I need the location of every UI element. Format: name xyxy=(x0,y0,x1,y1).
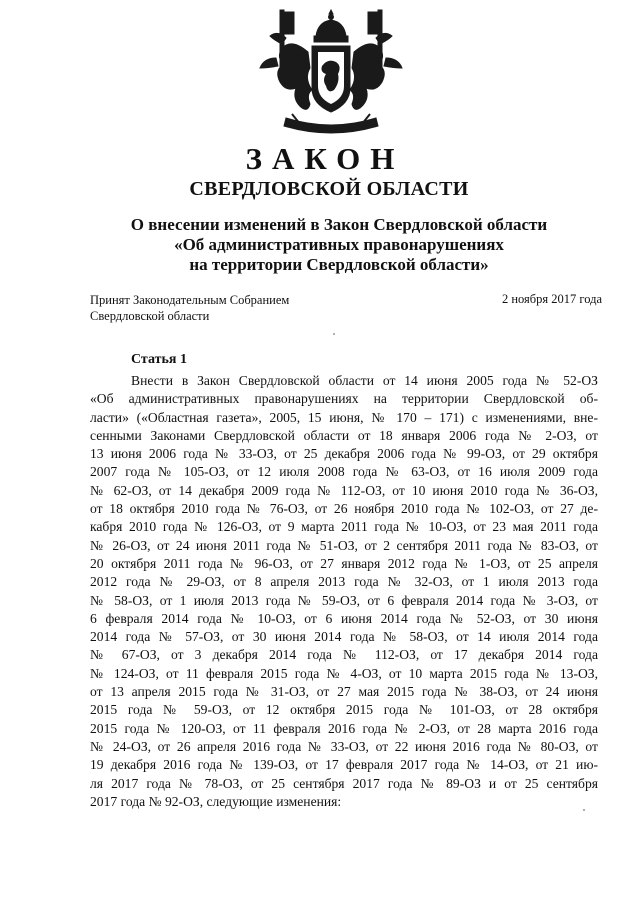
subject-line: «Об административных правонарушениях xyxy=(174,235,504,254)
body-line: 20 октября 2011 года № 96-ОЗ, от 27 января 2012 года № 1-ОЗ, от 25 апреля xyxy=(90,555,598,571)
body-line: 13 июня 2006 года № 33-ОЗ, от 25 декабря 2006 года № 99-ОЗ, от 29 октября xyxy=(90,446,598,462)
scan-speck xyxy=(333,333,335,335)
body-line: № 62-ОЗ, от 14 декабря 2009 года № 112-ОЗ, от 10 июня 2010 года № 36-ОЗ, xyxy=(90,482,598,498)
adoption-line: Принят Законодательным Собранием xyxy=(90,293,290,307)
body-line: № 24-ОЗ, от 26 апреля 2016 года № 33-ОЗ, от 22 июня 2016 года № 80-ОЗ, от xyxy=(90,738,598,754)
body-line: № 26-ОЗ, от 24 июня 2011 года № 51-ОЗ, от 2 сентября 2011 года № 83-ОЗ, от xyxy=(90,537,598,553)
body-line: 19 декабря 2016 года № 139-ОЗ, от 17 февраля 2017 года № 14-ОЗ, от 21 ию- xyxy=(90,757,598,773)
body-line: 2015 года № 120-ОЗ, от 11 февраля 2016 года № 2-ОЗ, от 28 марта 2016 года xyxy=(90,720,598,736)
body-line: 2014 года № 57-ОЗ, от 30 июня 2014 года № 58-ОЗ, от 14 июля 2014 года xyxy=(90,629,598,645)
article-heading: Статья 1 xyxy=(131,352,187,367)
body-line: сенными Законами Свердловской области от 18 января 2006 года № 2-ОЗ, от xyxy=(90,427,598,443)
body-line: 2017 года № 92-ОЗ, следующие изменения: xyxy=(90,793,342,809)
body-line: 2007 года № 105-ОЗ, от 12 июля 2008 года № 63-ОЗ, от 16 июля 2009 года xyxy=(90,464,598,480)
body-line: ласти» («Областная газета», 2005, 15 июня, № 170 – 171) с изменениями, вне- xyxy=(90,409,598,425)
article-body xyxy=(90,372,598,811)
subject-line: О внесении изменений в Закон Свердловской области xyxy=(130,215,548,234)
body-line: 2012 года № 29-ОЗ, от 8 апреля 2013 года № 32-ОЗ, от 1 июля 2013 года xyxy=(90,574,598,590)
adoption-statement xyxy=(90,292,289,324)
body-line: кабря 2010 года № 126-ОЗ, от 9 марта 2011 года № 10-ОЗ, от 23 мая 2011 года xyxy=(90,519,598,535)
body-line: ля 2017 года № 78-ОЗ, от 25 сентября 2017 года № 89-ОЗ и от 25 сентября xyxy=(90,775,598,791)
body-line: от 13 апреля 2015 года № 31-ОЗ, от 27 мая 2015 года № 38-ОЗ, от 24 июня xyxy=(90,684,598,700)
body-line: от 18 октября 2010 года № 76-ОЗ, от 26 ноября 2010 года № 102-ОЗ, от 27 де- xyxy=(90,501,598,517)
body-line: № 58-ОЗ, от 1 июля 2013 года № 59-ОЗ, от 6 февраля 2014 года № 3-ОЗ, от xyxy=(90,592,598,608)
body-line: «Об административных правонарушениях на территории Свердловской об- xyxy=(90,391,598,407)
body-line: 2015 года № 59-ОЗ, от 12 октября 2015 года № 101-ОЗ, от 28 октября xyxy=(90,702,598,718)
adoption-line: Свердловской области xyxy=(90,309,210,323)
body-line: № 67-ОЗ, от 3 декабря 2014 года № 112-ОЗ, от 17 декабря 2014 года xyxy=(90,647,598,663)
region-title: СВЕРДЛОВСКОЙ ОБЛАСТИ xyxy=(189,178,469,200)
body-line: Внести в Закон Свердловской области от 14 июня 2005 года № 52-ОЗ xyxy=(131,373,598,388)
adoption-date: 2 ноября 2017 года xyxy=(501,292,602,306)
law-subject xyxy=(0,215,640,275)
subject-line: на территории Свердловской области» xyxy=(189,255,489,274)
coat-of-arms-icon xyxy=(256,8,406,142)
body-line: 6 февраля 2014 года № 10-ОЗ, от 6 июня 2014 года № 52-ОЗ, от 30 июня xyxy=(90,610,598,626)
law-title: ЗАКОН xyxy=(245,141,405,176)
body-line: № 124-ОЗ, от 11 февраля 2015 года № 4-ОЗ, от 10 марта 2015 года № 13-ОЗ, xyxy=(90,665,598,681)
